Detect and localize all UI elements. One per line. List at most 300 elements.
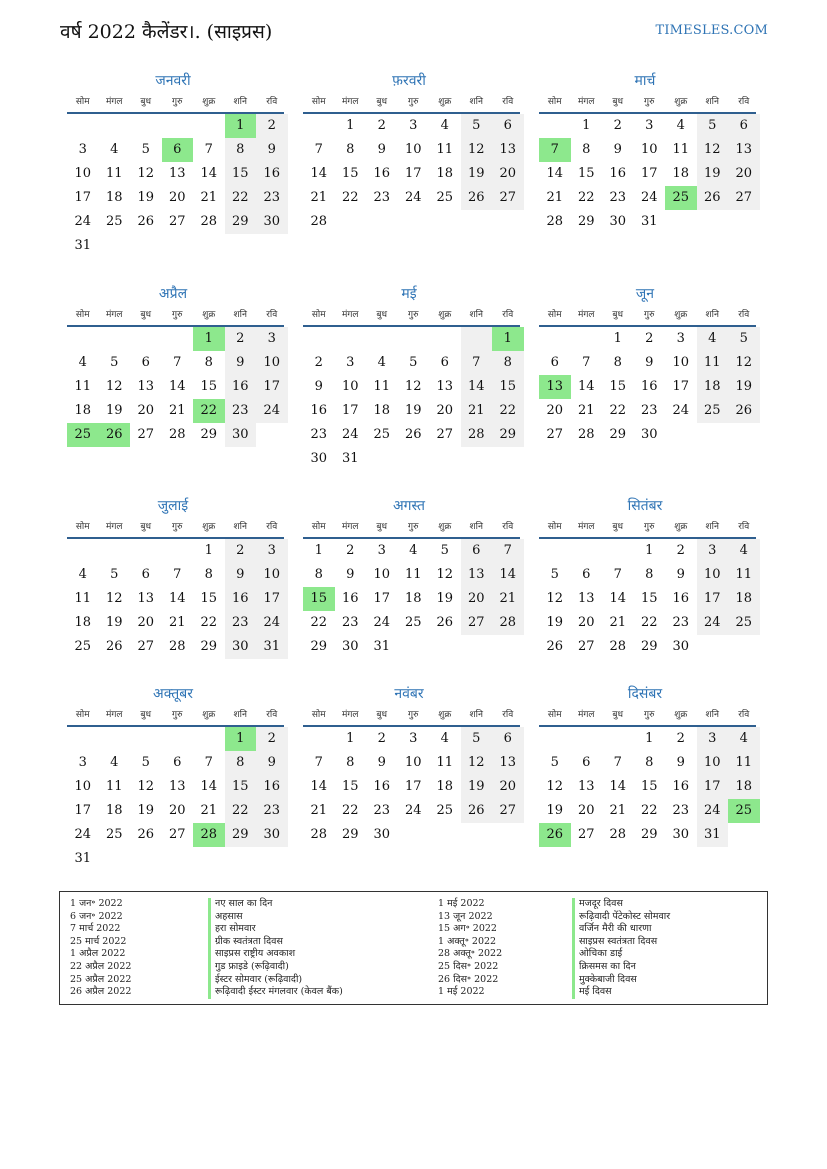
day-cell[interactable]: 11 <box>728 563 760 587</box>
day-cell[interactable]: 28 <box>546 214 564 229</box>
day-cell[interactable]: 30 <box>256 823 288 847</box>
day-cell[interactable]: 6 <box>141 567 150 582</box>
day-cell[interactable]: 5 <box>141 142 150 157</box>
day-cell[interactable]: 21 <box>200 803 218 818</box>
day-cell[interactable]: 28 <box>168 639 186 654</box>
day-cell[interactable]: 20 <box>168 190 186 205</box>
day-cell[interactable]: 9 <box>676 755 685 770</box>
day-cell[interactable]: 6 <box>141 355 150 370</box>
day-cell[interactable]: 21 <box>168 403 186 418</box>
day-cell[interactable]: 7 <box>314 755 323 770</box>
day-cell[interactable]: 23 <box>256 799 288 823</box>
day-cell[interactable]: 25 <box>728 611 760 635</box>
day-cell[interactable]: 18 <box>436 779 454 794</box>
day-cell[interactable]: 5 <box>461 727 493 751</box>
day-cell[interactable]: 26 <box>404 427 422 442</box>
day-cell[interactable]: 5 <box>409 355 418 370</box>
day-cell[interactable]: 1 <box>492 327 524 351</box>
day-cell[interactable]: 17 <box>74 803 92 818</box>
day-cell[interactable]: 30 <box>225 423 257 447</box>
day-cell[interactable]: 15 <box>577 166 595 181</box>
day-cell[interactable]: 18 <box>74 615 92 630</box>
day-cell[interactable]: 7 <box>204 755 213 770</box>
day-cell[interactable]: 17 <box>74 190 92 205</box>
day-cell[interactable]: 14 <box>200 166 218 181</box>
day-cell[interactable]: 30 <box>256 210 288 234</box>
day-cell[interactable]: 14 <box>168 379 186 394</box>
day-cell[interactable]: 18 <box>436 166 454 181</box>
day-cell[interactable]: 1 <box>314 543 323 558</box>
day-cell[interactable]: 5 <box>110 355 119 370</box>
day-cell[interactable]: 13 <box>168 166 186 181</box>
day-cell[interactable]: 14 <box>577 379 595 394</box>
day-cell[interactable]: 12 <box>546 591 564 606</box>
day-cell[interactable]: 26 <box>539 823 571 847</box>
day-cell[interactable]: 2 <box>314 355 323 370</box>
day-cell[interactable]: 1 <box>346 731 355 746</box>
day-cell[interactable]: 29 <box>640 827 658 842</box>
day-cell[interactable]: 21 <box>577 403 595 418</box>
day-cell[interactable]: 26 <box>105 639 123 654</box>
day-cell[interactable]: 12 <box>546 779 564 794</box>
day-cell[interactable]: 7 <box>492 539 524 563</box>
day-cell[interactable]: 13 <box>577 779 595 794</box>
day-cell[interactable]: 7 <box>204 142 213 157</box>
day-cell[interactable]: 3 <box>256 539 288 563</box>
day-cell[interactable]: 28 <box>577 427 595 442</box>
day-cell[interactable]: 28 <box>310 214 328 229</box>
day-cell[interactable]: 16 <box>373 166 391 181</box>
day-cell[interactable]: 25 <box>436 803 454 818</box>
day-cell[interactable]: 5 <box>461 114 493 138</box>
day-cell[interactable]: 21 <box>546 190 564 205</box>
day-cell[interactable]: 4 <box>728 539 760 563</box>
day-cell[interactable]: 12 <box>728 351 760 375</box>
day-cell[interactable]: 19 <box>105 403 123 418</box>
day-cell[interactable]: 5 <box>141 755 150 770</box>
day-cell[interactable]: 8 <box>492 351 524 375</box>
day-cell[interactable]: 24 <box>640 190 658 205</box>
day-cell[interactable]: 24 <box>404 803 422 818</box>
day-cell[interactable]: 20 <box>577 615 595 630</box>
day-cell[interactable]: 2 <box>256 727 288 751</box>
day-cell[interactable]: 26 <box>461 799 493 823</box>
day-cell[interactable]: 26 <box>436 615 454 630</box>
day-cell[interactable]: 24 <box>672 403 690 418</box>
day-cell[interactable]: 2 <box>377 118 386 133</box>
day-cell[interactable]: 13 <box>492 138 524 162</box>
day-cell[interactable]: 9 <box>256 138 288 162</box>
day-cell[interactable]: 24 <box>74 214 92 229</box>
day-cell[interactable]: 26 <box>546 639 564 654</box>
day-cell[interactable]: 25 <box>105 827 123 842</box>
day-cell[interactable]: 10 <box>373 567 391 582</box>
day-cell[interactable]: 23 <box>341 615 359 630</box>
day-cell[interactable]: 8 <box>346 142 355 157</box>
day-cell[interactable]: 23 <box>310 427 328 442</box>
day-cell[interactable]: 20 <box>461 587 493 611</box>
day-cell[interactable]: 16 <box>256 162 288 186</box>
day-cell[interactable]: 6 <box>550 355 559 370</box>
day-cell[interactable]: 4 <box>409 543 418 558</box>
day-cell[interactable]: 13 <box>137 379 155 394</box>
day-cell[interactable]: 29 <box>225 210 257 234</box>
day-cell[interactable]: 17 <box>640 166 658 181</box>
day-cell[interactable]: 11 <box>436 755 454 770</box>
day-cell[interactable]: 5 <box>697 114 729 138</box>
day-cell[interactable]: 12 <box>137 166 155 181</box>
day-cell[interactable]: 29 <box>225 823 257 847</box>
day-cell[interactable]: 10 <box>74 779 92 794</box>
day-cell[interactable]: 23 <box>373 190 391 205</box>
day-cell[interactable]: 2 <box>645 331 654 346</box>
day-cell[interactable]: 6 <box>728 114 760 138</box>
day-cell[interactable]: 9 <box>225 563 257 587</box>
day-cell[interactable]: 1 <box>645 731 654 746</box>
day-cell[interactable]: 20 <box>137 615 155 630</box>
day-cell[interactable]: 21 <box>492 587 524 611</box>
day-cell[interactable]: 8 <box>645 755 654 770</box>
day-cell[interactable]: 1 <box>193 327 225 351</box>
day-cell[interactable]: 6 <box>582 755 591 770</box>
day-cell[interactable]: 18 <box>728 775 760 799</box>
day-cell[interactable]: 15 <box>341 779 359 794</box>
day-cell[interactable]: 3 <box>676 331 685 346</box>
day-cell[interactable]: 8 <box>346 755 355 770</box>
day-cell[interactable]: 3 <box>645 118 654 133</box>
day-cell[interactable]: 7 <box>582 355 591 370</box>
day-cell[interactable]: 1 <box>346 118 355 133</box>
day-cell[interactable]: 30 <box>672 827 690 842</box>
day-cell[interactable]: 3 <box>409 118 418 133</box>
day-cell[interactable]: 4 <box>78 567 87 582</box>
day-cell[interactable]: 19 <box>461 775 493 799</box>
day-cell[interactable]: 5 <box>440 543 449 558</box>
day-cell[interactable]: 29 <box>577 214 595 229</box>
day-cell[interactable]: 19 <box>728 375 760 399</box>
day-cell[interactable]: 11 <box>404 567 422 582</box>
day-cell[interactable]: 7 <box>173 355 182 370</box>
day-cell[interactable]: 29 <box>200 639 218 654</box>
day-cell[interactable]: 28 <box>461 423 493 447</box>
day-cell[interactable]: 26 <box>99 423 131 447</box>
day-cell[interactable]: 30 <box>640 427 658 442</box>
day-cell[interactable]: 2 <box>225 539 257 563</box>
day-cell[interactable]: 27 <box>168 827 186 842</box>
site-link[interactable]: TIMESLES.COM <box>655 23 768 38</box>
day-cell[interactable]: 26 <box>137 214 155 229</box>
day-cell[interactable]: 24 <box>373 615 391 630</box>
day-cell[interactable]: 19 <box>404 403 422 418</box>
day-cell[interactable]: 22 <box>640 803 658 818</box>
day-cell[interactable]: 5 <box>728 327 760 351</box>
day-cell[interactable]: 11 <box>436 142 454 157</box>
day-cell[interactable]: 2 <box>676 543 685 558</box>
day-cell[interactable]: 9 <box>377 142 386 157</box>
day-cell[interactable]: 17 <box>341 403 359 418</box>
day-cell[interactable]: 17 <box>256 587 288 611</box>
day-cell[interactable]: 8 <box>225 138 257 162</box>
day-cell[interactable]: 15 <box>609 379 627 394</box>
day-cell[interactable]: 12 <box>105 379 123 394</box>
day-cell[interactable]: 23 <box>609 190 627 205</box>
day-cell[interactable]: 18 <box>728 587 760 611</box>
day-cell[interactable]: 3 <box>78 142 87 157</box>
day-cell[interactable]: 21 <box>310 190 328 205</box>
day-cell[interactable]: 7 <box>613 755 622 770</box>
day-cell[interactable]: 21 <box>609 803 627 818</box>
day-cell[interactable]: 2 <box>676 731 685 746</box>
day-cell[interactable]: 6 <box>440 355 449 370</box>
day-cell[interactable]: 13 <box>137 591 155 606</box>
day-cell[interactable]: 8 <box>582 142 591 157</box>
day-cell[interactable]: 14 <box>609 591 627 606</box>
day-cell[interactable]: 30 <box>609 214 627 229</box>
day-cell[interactable]: 12 <box>461 751 493 775</box>
day-cell[interactable]: 23 <box>225 611 257 635</box>
day-cell[interactable]: 23 <box>640 403 658 418</box>
day-cell[interactable]: 3 <box>377 543 386 558</box>
day-cell[interactable]: 23 <box>373 803 391 818</box>
day-cell[interactable]: 3 <box>697 727 729 751</box>
day-cell[interactable]: 14 <box>200 779 218 794</box>
day-cell[interactable]: 6 <box>492 114 524 138</box>
day-cell[interactable]: 10 <box>74 166 92 181</box>
day-cell[interactable]: 24 <box>341 427 359 442</box>
day-cell[interactable]: 27 <box>137 427 155 442</box>
day-cell[interactable]: 9 <box>314 379 323 394</box>
day-cell[interactable]: 19 <box>436 591 454 606</box>
day-cell[interactable]: 27 <box>492 186 524 210</box>
day-cell[interactable]: 25 <box>373 427 391 442</box>
day-cell[interactable]: 15 <box>303 587 335 611</box>
day-cell[interactable]: 16 <box>672 779 690 794</box>
day-cell[interactable]: 31 <box>341 451 359 466</box>
day-cell[interactable]: 27 <box>492 799 524 823</box>
day-cell[interactable]: 4 <box>676 118 685 133</box>
day-cell[interactable]: 20 <box>577 803 595 818</box>
day-cell[interactable]: 25 <box>728 799 760 823</box>
day-cell[interactable]: 5 <box>550 755 559 770</box>
day-cell[interactable]: 8 <box>204 567 213 582</box>
day-cell[interactable]: 30 <box>310 451 328 466</box>
day-cell[interactable]: 10 <box>697 751 729 775</box>
day-cell[interactable]: 9 <box>613 142 622 157</box>
day-cell[interactable]: 3 <box>78 755 87 770</box>
day-cell[interactable]: 18 <box>373 403 391 418</box>
day-cell[interactable]: 22 <box>341 190 359 205</box>
day-cell[interactable]: 4 <box>728 727 760 751</box>
day-cell[interactable]: 12 <box>137 779 155 794</box>
day-cell[interactable]: 1 <box>204 543 213 558</box>
day-cell[interactable]: 12 <box>105 591 123 606</box>
day-cell[interactable]: 16 <box>225 587 257 611</box>
day-cell[interactable]: 16 <box>341 591 359 606</box>
day-cell[interactable]: 22 <box>341 803 359 818</box>
day-cell[interactable]: 1 <box>645 543 654 558</box>
day-cell[interactable]: 29 <box>341 827 359 842</box>
day-cell[interactable]: 23 <box>672 615 690 630</box>
day-cell[interactable]: 5 <box>550 567 559 582</box>
day-cell[interactable]: 27 <box>577 827 595 842</box>
day-cell[interactable]: 22 <box>193 399 225 423</box>
day-cell[interactable]: 11 <box>728 751 760 775</box>
day-cell[interactable]: 9 <box>346 567 355 582</box>
day-cell[interactable]: 24 <box>256 611 288 635</box>
day-cell[interactable]: 22 <box>577 190 595 205</box>
day-cell[interactable]: 9 <box>377 755 386 770</box>
day-cell[interactable]: 24 <box>697 799 729 823</box>
day-cell[interactable]: 18 <box>672 166 690 181</box>
day-cell[interactable]: 12 <box>697 138 729 162</box>
day-cell[interactable]: 21 <box>168 615 186 630</box>
day-cell[interactable]: 10 <box>404 142 422 157</box>
day-cell[interactable]: 10 <box>341 379 359 394</box>
day-cell[interactable]: 8 <box>645 567 654 582</box>
day-cell[interactable]: 8 <box>225 751 257 775</box>
day-cell[interactable]: 16 <box>373 779 391 794</box>
day-cell[interactable]: 20 <box>728 162 760 186</box>
day-cell[interactable]: 2 <box>377 731 386 746</box>
day-cell[interactable]: 31 <box>74 851 92 866</box>
day-cell[interactable]: 5 <box>110 567 119 582</box>
day-cell[interactable]: 27 <box>728 186 760 210</box>
day-cell[interactable]: 7 <box>613 567 622 582</box>
day-cell[interactable]: 25 <box>105 214 123 229</box>
day-cell[interactable]: 15 <box>225 162 257 186</box>
day-cell[interactable]: 1 <box>613 331 622 346</box>
day-cell[interactable]: 3 <box>256 327 288 351</box>
day-cell[interactable]: 2 <box>225 327 257 351</box>
day-cell[interactable]: 14 <box>492 563 524 587</box>
day-cell[interactable]: 31 <box>256 635 288 659</box>
day-cell[interactable]: 15 <box>640 779 658 794</box>
day-cell[interactable]: 4 <box>440 118 449 133</box>
day-cell[interactable]: 6 <box>461 539 493 563</box>
day-cell[interactable]: 26 <box>697 186 729 210</box>
day-cell[interactable]: 20 <box>168 803 186 818</box>
day-cell[interactable]: 22 <box>640 615 658 630</box>
day-cell[interactable]: 1 <box>225 727 257 751</box>
day-cell[interactable]: 9 <box>676 567 685 582</box>
day-cell[interactable]: 13 <box>461 563 493 587</box>
day-cell[interactable]: 19 <box>546 615 564 630</box>
day-cell[interactable]: 13 <box>728 138 760 162</box>
day-cell[interactable]: 11 <box>74 379 92 394</box>
day-cell[interactable]: 8 <box>613 355 622 370</box>
day-cell[interactable]: 26 <box>728 399 760 423</box>
day-cell[interactable]: 22 <box>492 399 524 423</box>
day-cell[interactable]: 16 <box>609 166 627 181</box>
day-cell[interactable]: 10 <box>672 355 690 370</box>
day-cell[interactable]: 16 <box>310 403 328 418</box>
day-cell[interactable]: 4 <box>78 355 87 370</box>
day-cell[interactable]: 20 <box>546 403 564 418</box>
day-cell[interactable]: 11 <box>672 142 690 157</box>
day-cell[interactable]: 16 <box>256 775 288 799</box>
day-cell[interactable]: 13 <box>539 375 571 399</box>
day-cell[interactable]: 18 <box>404 591 422 606</box>
day-cell[interactable]: 29 <box>200 427 218 442</box>
day-cell[interactable]: 17 <box>373 591 391 606</box>
day-cell[interactable]: 29 <box>492 423 524 447</box>
day-cell[interactable]: 16 <box>640 379 658 394</box>
day-cell[interactable]: 25 <box>436 190 454 205</box>
day-cell[interactable]: 25 <box>67 423 99 447</box>
day-cell[interactable]: 29 <box>310 639 328 654</box>
day-cell[interactable]: 7 <box>314 142 323 157</box>
day-cell[interactable]: 9 <box>225 351 257 375</box>
day-cell[interactable]: 20 <box>436 403 454 418</box>
day-cell[interactable]: 8 <box>314 567 323 582</box>
day-cell[interactable]: 1 <box>225 114 257 138</box>
day-cell[interactable]: 4 <box>697 327 729 351</box>
day-cell[interactable]: 20 <box>492 775 524 799</box>
day-cell[interactable]: 10 <box>640 142 658 157</box>
day-cell[interactable]: 28 <box>609 639 627 654</box>
day-cell[interactable]: 4 <box>440 731 449 746</box>
day-cell[interactable]: 25 <box>697 399 729 423</box>
day-cell[interactable]: 21 <box>200 190 218 205</box>
day-cell[interactable]: 31 <box>74 238 92 253</box>
day-cell[interactable]: 27 <box>577 639 595 654</box>
day-cell[interactable]: 31 <box>640 214 658 229</box>
day-cell[interactable]: 13 <box>436 379 454 394</box>
day-cell[interactable]: 18 <box>74 403 92 418</box>
day-cell[interactable]: 12 <box>461 138 493 162</box>
day-cell[interactable]: 14 <box>461 375 493 399</box>
day-cell[interactable]: 15 <box>492 375 524 399</box>
day-cell[interactable]: 15 <box>640 591 658 606</box>
day-cell[interactable]: 11 <box>105 779 123 794</box>
day-cell[interactable]: 27 <box>137 639 155 654</box>
day-cell[interactable]: 9 <box>256 751 288 775</box>
day-cell[interactable]: 29 <box>609 427 627 442</box>
day-cell[interactable]: 14 <box>609 779 627 794</box>
day-cell[interactable]: 15 <box>341 166 359 181</box>
day-cell[interactable]: 22 <box>310 615 328 630</box>
day-cell[interactable]: 20 <box>137 403 155 418</box>
day-cell[interactable]: 30 <box>672 639 690 654</box>
day-cell[interactable]: 10 <box>404 755 422 770</box>
day-cell[interactable]: 24 <box>256 399 288 423</box>
day-cell[interactable]: 21 <box>310 803 328 818</box>
day-cell[interactable]: 17 <box>404 166 422 181</box>
day-cell[interactable]: 1 <box>582 118 591 133</box>
day-cell[interactable]: 6 <box>173 755 182 770</box>
day-cell[interactable]: 2 <box>346 543 355 558</box>
day-cell[interactable]: 25 <box>404 615 422 630</box>
day-cell[interactable]: 23 <box>225 399 257 423</box>
day-cell[interactable]: 28 <box>310 827 328 842</box>
day-cell[interactable]: 4 <box>377 355 386 370</box>
day-cell[interactable]: 17 <box>404 779 422 794</box>
day-cell[interactable]: 28 <box>193 823 225 847</box>
day-cell[interactable]: 19 <box>137 803 155 818</box>
day-cell[interactable]: 20 <box>492 162 524 186</box>
day-cell[interactable]: 10 <box>697 563 729 587</box>
day-cell[interactable]: 10 <box>256 563 288 587</box>
day-cell[interactable]: 26 <box>137 827 155 842</box>
day-cell[interactable]: 16 <box>672 591 690 606</box>
day-cell[interactable]: 17 <box>697 587 729 611</box>
day-cell[interactable]: 25 <box>74 639 92 654</box>
day-cell[interactable]: 6 <box>162 138 194 162</box>
day-cell[interactable]: 12 <box>436 567 454 582</box>
day-cell[interactable]: 22 <box>200 615 218 630</box>
day-cell[interactable]: 16 <box>225 375 257 399</box>
day-cell[interactable]: 31 <box>697 823 729 847</box>
